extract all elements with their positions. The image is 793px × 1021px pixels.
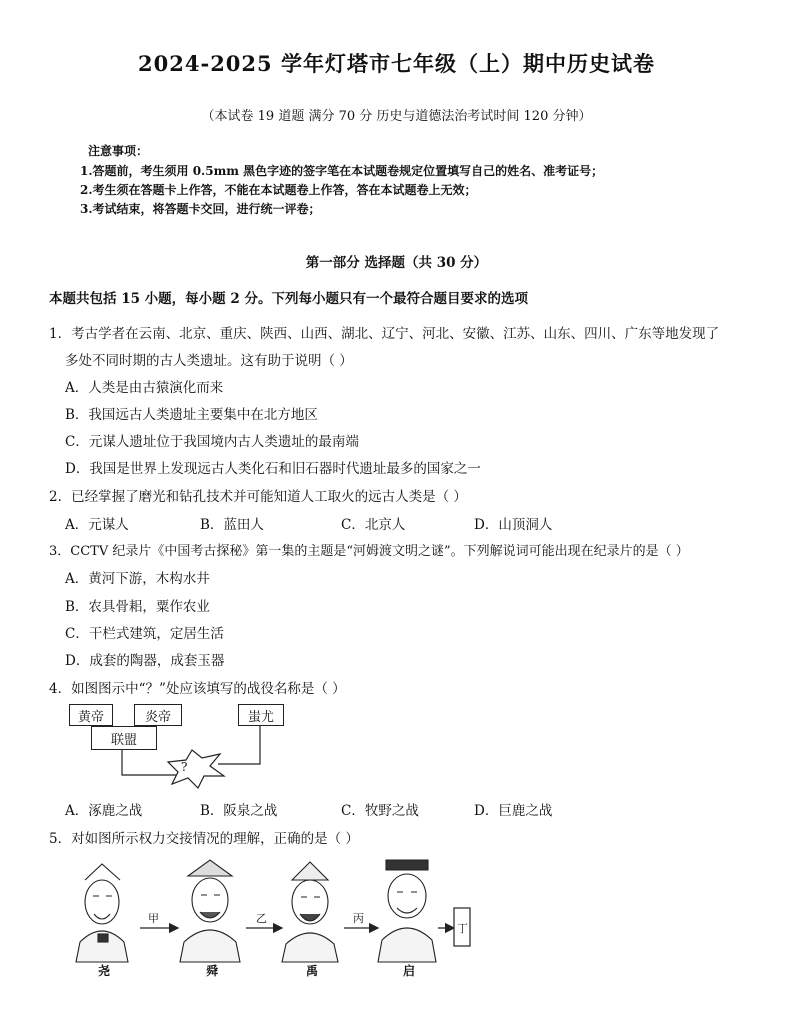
section-instruction: 本题共包括 15 小题，每小题 2 分。下列每小题只有一个最符合题目要求的选项 (49, 291, 528, 307)
battle-diagram (60, 700, 300, 792)
box-yandi: 炎帝 (134, 704, 182, 726)
question-2-option-b: B．蓝田人 (200, 517, 264, 533)
burst-shape (168, 750, 224, 788)
ruler-shun-portrait (180, 860, 240, 962)
end-box-label: 丁 (457, 922, 468, 935)
question-1-option-b: B．我国远古人类遗址主要集中在北方地区 (65, 407, 318, 423)
arrow-label-bing: 丙 (353, 912, 364, 925)
ruler-label-yao: 尧 (98, 964, 111, 978)
arrow-label-yi: 乙 (256, 912, 267, 925)
question-3-option-c: C．干栏式建筑，定居生活 (65, 626, 224, 642)
question-4-option-a: A．涿鹿之战 (65, 803, 143, 819)
question-5-stem: 5．对如图所示权力交接情况的理解，正确的是（ ） (49, 831, 359, 847)
question-1-option-c: C．元谋人遗址位于我国境内古人类遗址的最南端 (65, 434, 359, 450)
succession-drawing (60, 850, 480, 975)
question-1-option-d: D．我国是世界上发现远古人类化石和旧石器时代遗址最多的国家之一 (65, 461, 481, 477)
question-3-option-b: B．农具骨耜，粟作农业 (65, 599, 210, 615)
question-1-stem: 1．考古学者在云南、北京、重庆、陕西、山西、湖北、辽宁、河北、安徽、江苏、山东、四川、广东等地发现了 (49, 326, 720, 342)
question-2-option-a: A．元谋人 (65, 517, 129, 533)
ruler-yao-portrait (76, 864, 128, 962)
ruler-qi-portrait (378, 860, 436, 962)
box-huangdi: 黄帝 (69, 704, 113, 726)
unknown-mark: ? (181, 760, 188, 774)
question-4-stem: 4．如图图示中“？”处应该填写的战役名称是（ ） (49, 681, 346, 697)
section-title: 第一部分 选择题（共 30 分） (305, 255, 488, 271)
question-4-option-c: C．牧野之战 (341, 803, 419, 819)
question-2-option-d: D．山顶洞人 (474, 517, 553, 533)
question-3-option-a: A．黄河下游，木构水井 (65, 571, 210, 587)
question-4-option-d: D．巨鹿之战 (474, 803, 553, 819)
box-alliance: 联盟 (91, 726, 157, 750)
notice-item: 1.答题前，考生须用 0.5mm 黑色字迹的签字笔在本试题卷规定位置填写自己的姓名、准考证号； (80, 164, 604, 178)
ruler-label-yu: 禹 (306, 964, 319, 978)
notice-item: 2.考生须在答题卡上作答，不能在本试题卷上作答，答在本试题卷上无效； (80, 183, 477, 197)
notice-heading: 注意事项： (88, 144, 149, 158)
arrow-label-jia: 甲 (148, 912, 159, 925)
question-2-option-c: C．北京人 (341, 517, 406, 533)
ruler-label-qi: 启 (403, 964, 416, 978)
succession-figure (60, 850, 480, 978)
question-2-stem: 2．已经掌握了磨光和钻孔技术并可能知道人工取火的远古人类是（ ） (49, 489, 467, 505)
question-1-stem-cont: 多处不同时期的古人类遗址。这有助于说明（ ） (65, 353, 353, 369)
ruler-label-shun: 舜 (206, 964, 219, 978)
question-4-option-b: B．阪泉之战 (200, 803, 278, 819)
question-1-option-a: A．人类是由古猿演化而来 (65, 380, 224, 396)
question-3-option-d: D．成套的陶器，成套玉器 (65, 653, 225, 669)
exam-subtitle: （本试卷 19 道题 满分 70 分 历史与道德法治考试时间 120 分钟） (201, 109, 592, 124)
box-chiyou: 蚩尤 (238, 704, 284, 726)
question-3-stem: 3．CCTV 纪录片《中国考古探秘》第一集的主题是“河姆渡文明之谜”。下列解说词可能出现在纪录片的是（ ） (49, 544, 689, 559)
notice-item: 3.考试结束，将答题卡交回，进行统一评卷； (80, 202, 321, 216)
page-title: 2024-2025 学年灯塔市七年级（上）期中历史试卷 (138, 51, 655, 76)
ruler-yu-portrait (282, 862, 338, 962)
